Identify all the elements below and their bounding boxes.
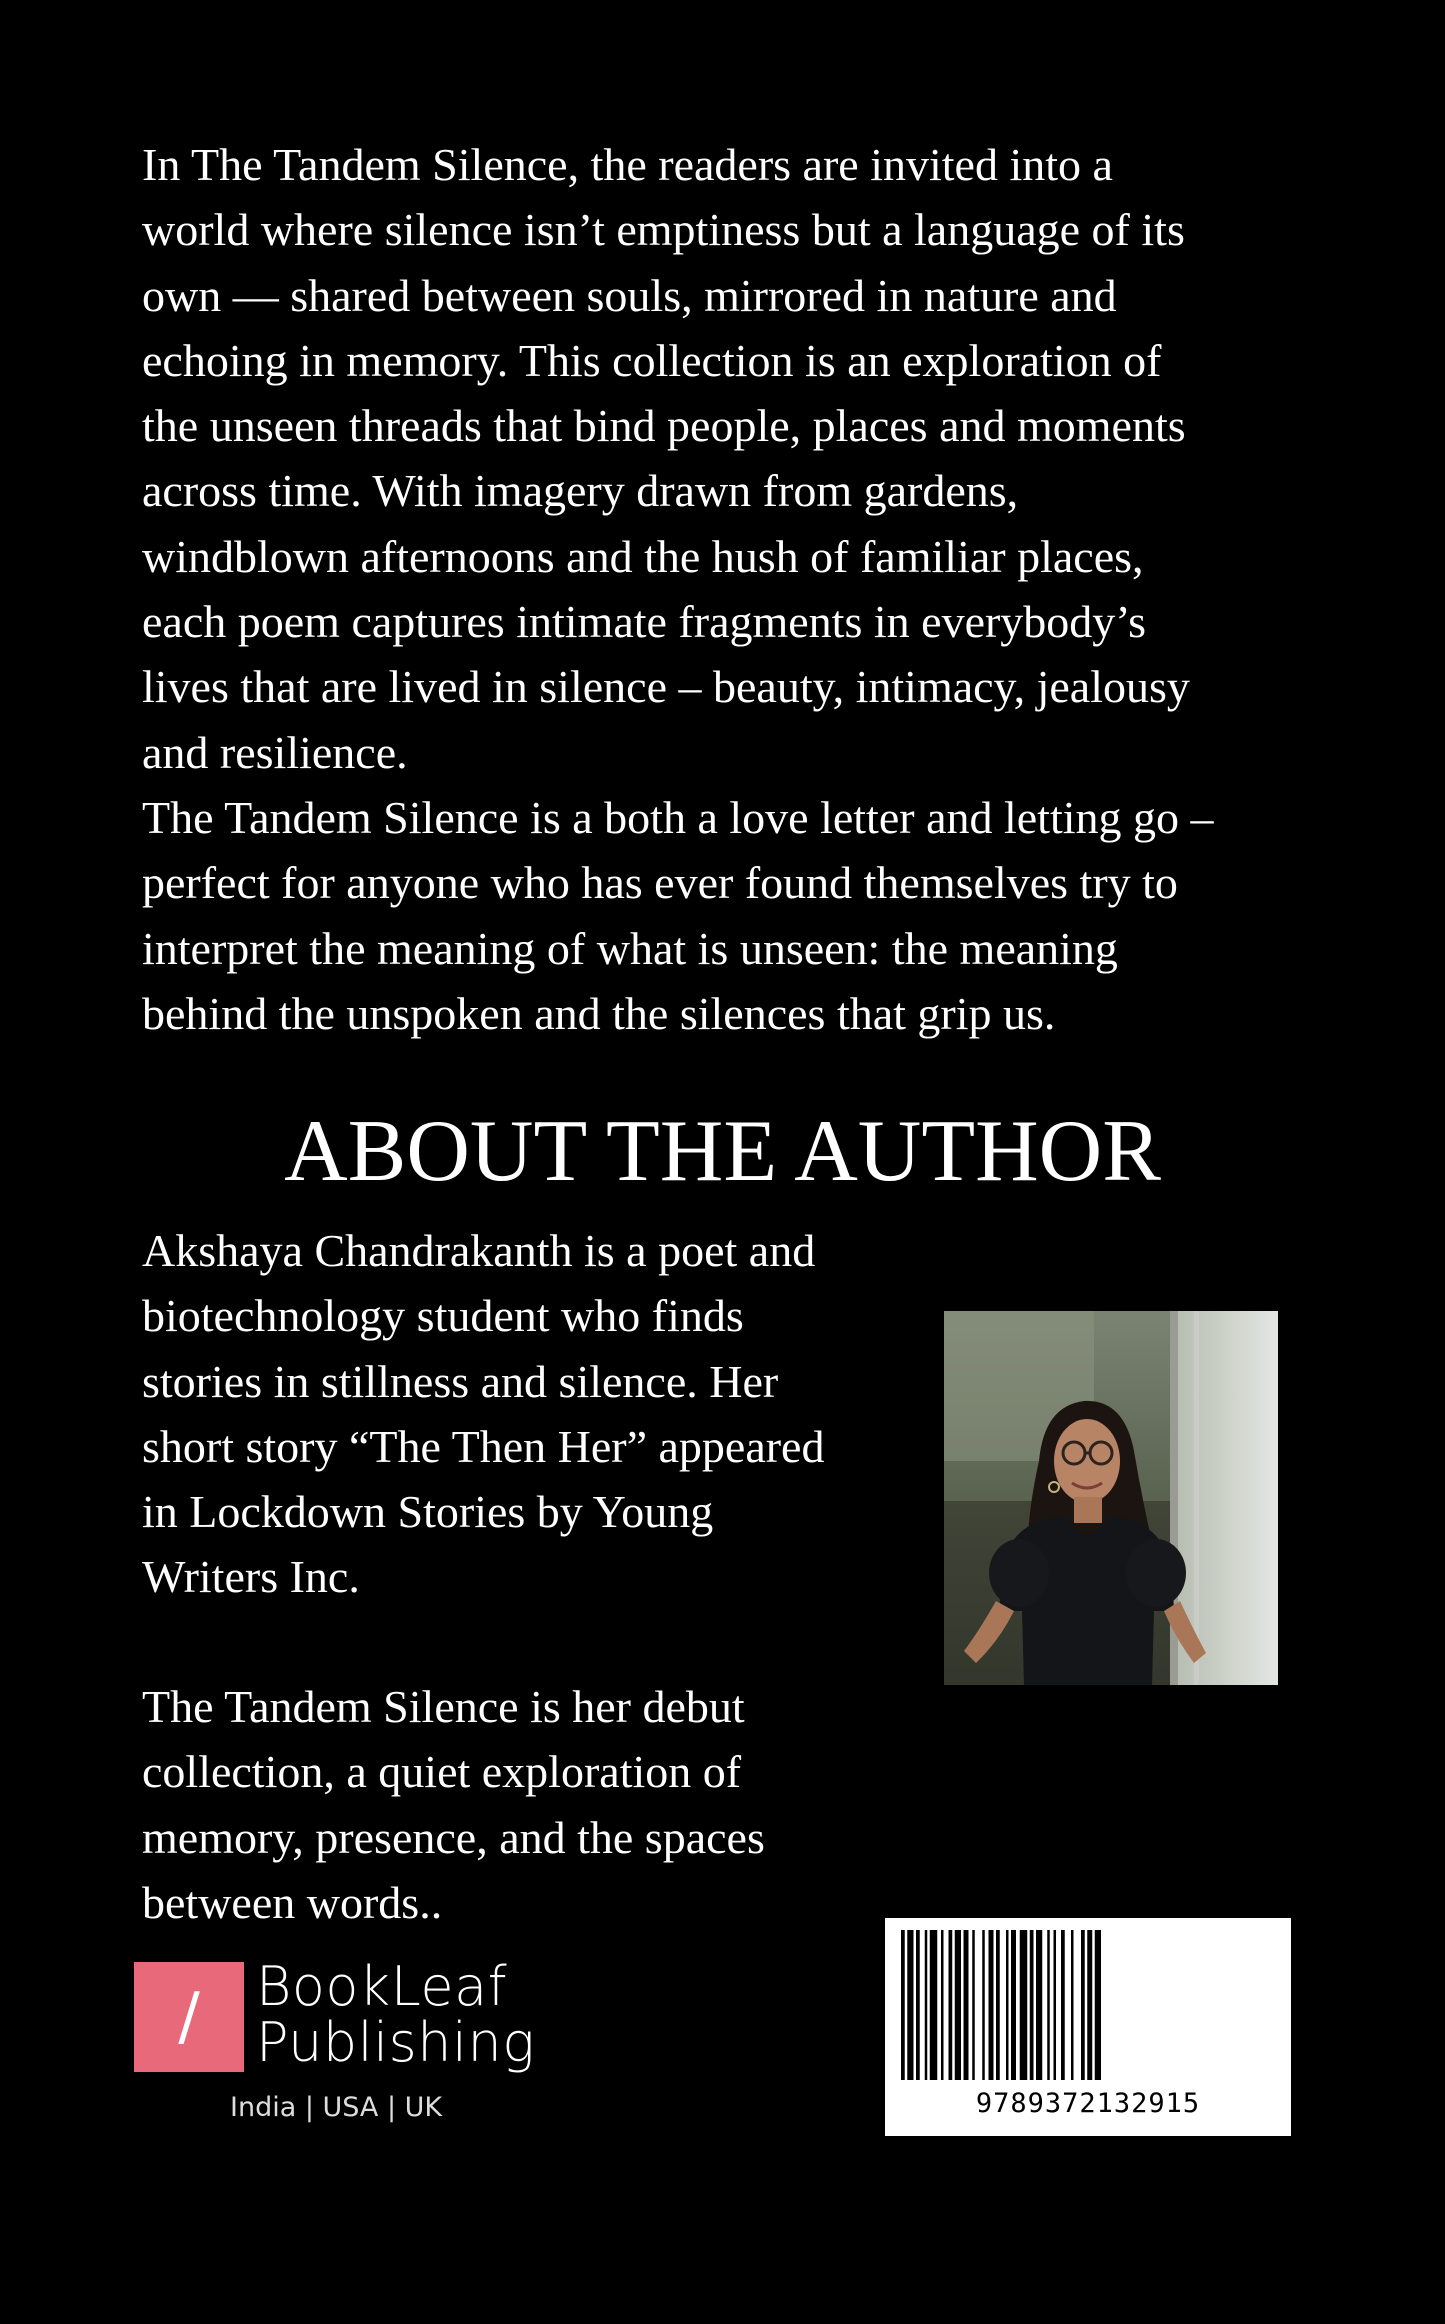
publisher-name-line-1: BookLeaf	[256, 1955, 508, 2018]
blurb-paragraph-1: In The Tandem Silence, the readers are invited into a world where silence isn’t emptiness but a language of its own — shared between souls, mirrored in nature and echoing in memory. This collection is an exploration of the unseen threads that bind people, places and moments across time. With imagery drawn from gardens, windblown afternoons and the hush of familiar places, each poem captures intimate fragments in everybody’s lives that are lived in silence – beauty, intimacy, jealousy and resilience.	[142, 139, 1190, 778]
slash-icon: /	[178, 1980, 200, 2054]
about-author-heading: ABOUT THE AUTHOR	[284, 1103, 1161, 1200]
publisher-name-line-2: Publishing	[256, 2011, 536, 2074]
author-bio-paragraph-1: Akshaya Chandrakanth is a poet and biotechnology student who finds stories in stillness and silence. Her short story “The Then Her” appeared in Lockdown Stories by Young Writers Inc.	[142, 1225, 825, 1603]
author-bio-paragraph-2: The Tandem Silence is her debut collection, a quiet exploration of memory, presence, and the spaces between words..	[142, 1681, 765, 1928]
blurb-paragraph-2: The Tandem Silence is a both a love letter and letting go – perfect for anyone who has ever found themselves try to interpret the meaning of what is unseen: the meaning behind the unspoken and the silences that grip us.	[142, 792, 1214, 1039]
isbn-number: 9789372132915	[975, 2088, 1201, 2119]
bookleaf-publishing-logo	[134, 1955, 554, 2132]
publisher-regions: India | USA | UK	[230, 2092, 443, 2123]
isbn-barcode	[885, 1918, 1291, 2136]
author-photo	[944, 1311, 1278, 1685]
barcode-icon	[885, 1918, 1291, 2088]
